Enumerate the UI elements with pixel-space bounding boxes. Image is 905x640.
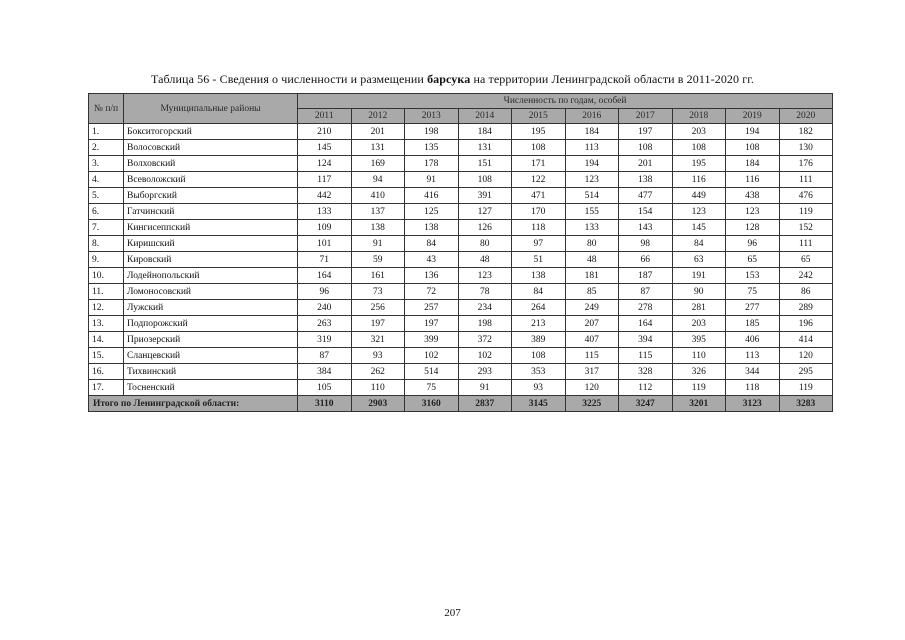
row-value: 169 — [351, 156, 405, 172]
row-value: 119 — [672, 380, 726, 396]
row-index: 17. — [89, 380, 124, 396]
header-year: 2017 — [619, 109, 673, 124]
row-value: 108 — [512, 348, 566, 364]
table-row — [89, 204, 833, 220]
row-value: 48 — [565, 252, 619, 268]
row-value: 84 — [405, 236, 459, 252]
header-index: № п/п — [89, 94, 124, 124]
row-value: 133 — [565, 220, 619, 236]
row-value: 152 — [779, 220, 833, 236]
row-value: 395 — [672, 332, 726, 348]
row-value: 171 — [512, 156, 566, 172]
row-value: 119 — [779, 204, 833, 220]
row-value: 110 — [672, 348, 726, 364]
row-value: 93 — [351, 348, 405, 364]
row-value: 240 — [298, 300, 352, 316]
row-value: 514 — [405, 364, 459, 380]
row-value: 278 — [619, 300, 673, 316]
row-district-name: Приозерский — [124, 332, 298, 348]
row-value: 514 — [565, 188, 619, 204]
row-value: 116 — [726, 172, 780, 188]
row-value: 242 — [779, 268, 833, 284]
row-value: 197 — [351, 316, 405, 332]
row-value: 151 — [458, 156, 512, 172]
row-value: 178 — [405, 156, 459, 172]
row-value: 399 — [405, 332, 459, 348]
row-value: 195 — [512, 124, 566, 140]
row-index: 1. — [89, 124, 124, 140]
row-value: 196 — [779, 316, 833, 332]
row-value: 123 — [726, 204, 780, 220]
row-value: 84 — [672, 236, 726, 252]
row-value: 344 — [726, 364, 780, 380]
row-value: 120 — [565, 380, 619, 396]
row-value: 263 — [298, 316, 352, 332]
row-index: 8. — [89, 236, 124, 252]
row-value: 262 — [351, 364, 405, 380]
header-year: 2011 — [298, 109, 352, 124]
row-value: 113 — [726, 348, 780, 364]
row-value: 181 — [565, 268, 619, 284]
table-row — [89, 220, 833, 236]
row-value: 353 — [512, 364, 566, 380]
row-value: 127 — [458, 204, 512, 220]
total-value: 3225 — [565, 396, 619, 412]
header-year: 2013 — [405, 109, 459, 124]
row-value: 184 — [726, 156, 780, 172]
row-district-name: Тихвинский — [124, 364, 298, 380]
row-value: 389 — [512, 332, 566, 348]
row-value: 93 — [512, 380, 566, 396]
header-year: 2020 — [779, 109, 833, 124]
row-value: 130 — [779, 140, 833, 156]
row-value: 372 — [458, 332, 512, 348]
row-value: 123 — [565, 172, 619, 188]
row-index: 14. — [89, 332, 124, 348]
row-value: 87 — [619, 284, 673, 300]
table-row — [89, 124, 833, 140]
row-index: 4. — [89, 172, 124, 188]
row-value: 86 — [779, 284, 833, 300]
header-year: 2018 — [672, 109, 726, 124]
row-district-name: Ломоносовский — [124, 284, 298, 300]
row-value: 442 — [298, 188, 352, 204]
row-value: 257 — [405, 300, 459, 316]
row-value: 194 — [565, 156, 619, 172]
table-row — [89, 364, 833, 380]
row-value: 119 — [779, 380, 833, 396]
row-value: 414 — [779, 332, 833, 348]
table-caption — [0, 72, 905, 87]
row-value: 108 — [726, 140, 780, 156]
table-row — [89, 316, 833, 332]
row-value: 117 — [298, 172, 352, 188]
row-value: 138 — [619, 172, 673, 188]
row-value: 101 — [298, 236, 352, 252]
row-value: 164 — [298, 268, 352, 284]
table-row — [89, 332, 833, 348]
row-value: 102 — [405, 348, 459, 364]
table-row — [89, 252, 833, 268]
row-value: 91 — [458, 380, 512, 396]
header-year: 2012 — [351, 109, 405, 124]
row-value: 131 — [458, 140, 512, 156]
row-index: 13. — [89, 316, 124, 332]
total-row — [89, 396, 833, 412]
row-value: 75 — [726, 284, 780, 300]
row-value: 90 — [672, 284, 726, 300]
row-value: 185 — [726, 316, 780, 332]
row-value: 105 — [298, 380, 352, 396]
row-value: 198 — [405, 124, 459, 140]
row-district-name: Тосненский — [124, 380, 298, 396]
table-row — [89, 172, 833, 188]
row-value: 96 — [726, 236, 780, 252]
row-value: 449 — [672, 188, 726, 204]
row-value: 326 — [672, 364, 726, 380]
row-value: 213 — [512, 316, 566, 332]
row-value: 118 — [512, 220, 566, 236]
row-value: 75 — [405, 380, 459, 396]
row-value: 203 — [672, 316, 726, 332]
row-index: 16. — [89, 364, 124, 380]
row-value: 97 — [512, 236, 566, 252]
row-value: 111 — [779, 172, 833, 188]
row-value: 161 — [351, 268, 405, 284]
row-value: 80 — [565, 236, 619, 252]
row-value: 91 — [405, 172, 459, 188]
row-value: 264 — [512, 300, 566, 316]
row-value: 63 — [672, 252, 726, 268]
row-value: 115 — [619, 348, 673, 364]
row-value: 124 — [298, 156, 352, 172]
row-value: 198 — [458, 316, 512, 332]
table-row — [89, 140, 833, 156]
row-value: 72 — [405, 284, 459, 300]
row-value: 78 — [458, 284, 512, 300]
row-value: 321 — [351, 332, 405, 348]
row-value: 256 — [351, 300, 405, 316]
caption-prefix: Таблица 56 - Сведения о численности и размещении — [150, 72, 428, 86]
header-year: 2014 — [458, 109, 512, 124]
row-index: 5. — [89, 188, 124, 204]
row-value: 108 — [458, 172, 512, 188]
row-index: 6. — [89, 204, 124, 220]
row-value: 66 — [619, 252, 673, 268]
row-district-name: Волосовский — [124, 140, 298, 156]
table-row — [89, 236, 833, 252]
row-value: 138 — [405, 220, 459, 236]
row-value: 201 — [619, 156, 673, 172]
row-value: 110 — [351, 380, 405, 396]
table-row — [89, 156, 833, 172]
row-value: 102 — [458, 348, 512, 364]
row-value: 94 — [351, 172, 405, 188]
row-district-name: Бокситогорский — [124, 124, 298, 140]
row-value: 133 — [298, 204, 352, 220]
row-value: 108 — [512, 140, 566, 156]
row-value: 126 — [458, 220, 512, 236]
row-value: 116 — [672, 172, 726, 188]
row-value: 123 — [458, 268, 512, 284]
row-value: 125 — [405, 204, 459, 220]
row-value: 65 — [726, 252, 780, 268]
row-value: 249 — [565, 300, 619, 316]
row-value: 234 — [458, 300, 512, 316]
row-district-name: Киришский — [124, 236, 298, 252]
badger-population-table — [88, 93, 833, 412]
row-value: 91 — [351, 236, 405, 252]
row-value: 197 — [405, 316, 459, 332]
row-index: 3. — [89, 156, 124, 172]
row-value: 153 — [726, 268, 780, 284]
row-value: 281 — [672, 300, 726, 316]
row-district-name: Сланцевский — [124, 348, 298, 364]
row-value: 111 — [779, 236, 833, 252]
row-value: 319 — [298, 332, 352, 348]
row-value: 194 — [726, 124, 780, 140]
row-index: 9. — [89, 252, 124, 268]
total-value: 3123 — [726, 396, 780, 412]
total-value: 3247 — [619, 396, 673, 412]
row-value: 135 — [405, 140, 459, 156]
total-value: 2903 — [351, 396, 405, 412]
row-value: 138 — [351, 220, 405, 236]
table-body — [89, 124, 833, 412]
row-value: 80 — [458, 236, 512, 252]
row-value: 394 — [619, 332, 673, 348]
row-value: 407 — [565, 332, 619, 348]
row-value: 201 — [351, 124, 405, 140]
row-value: 164 — [619, 316, 673, 332]
row-value: 391 — [458, 188, 512, 204]
row-value: 109 — [298, 220, 352, 236]
row-index: 7. — [89, 220, 124, 236]
row-value: 207 — [565, 316, 619, 332]
row-value: 131 — [351, 140, 405, 156]
page-number: 207 — [444, 607, 461, 619]
header-district: Муниципальные районы — [124, 94, 298, 124]
row-district-name: Кингисеппский — [124, 220, 298, 236]
row-value: 476 — [779, 188, 833, 204]
row-value: 471 — [512, 188, 566, 204]
row-value: 123 — [672, 204, 726, 220]
row-value: 65 — [779, 252, 833, 268]
row-value: 84 — [512, 284, 566, 300]
header-year: 2016 — [565, 109, 619, 124]
row-value: 118 — [726, 380, 780, 396]
row-district-name: Гатчинский — [124, 204, 298, 220]
row-value: 136 — [405, 268, 459, 284]
table-row — [89, 300, 833, 316]
caption-suffix: на территории Ленинградской области в 2011-2020 гг. — [470, 72, 755, 86]
total-value: 3145 — [512, 396, 566, 412]
row-district-name: Выборгский — [124, 188, 298, 204]
row-value: 108 — [619, 140, 673, 156]
row-value: 384 — [298, 364, 352, 380]
row-value: 176 — [779, 156, 833, 172]
table-row — [89, 268, 833, 284]
row-district-name: Волховский — [124, 156, 298, 172]
header-group: Численность по годам, особей — [298, 94, 833, 109]
caption-emphasis: барсука — [427, 72, 471, 86]
row-value: 71 — [298, 252, 352, 268]
row-value: 170 — [512, 204, 566, 220]
row-value: 210 — [298, 124, 352, 140]
row-value: 112 — [619, 380, 673, 396]
row-district-name: Подпорожский — [124, 316, 298, 332]
row-value: 87 — [298, 348, 352, 364]
row-value: 48 — [458, 252, 512, 268]
table-row — [89, 348, 833, 364]
row-value: 195 — [672, 156, 726, 172]
row-value: 120 — [779, 348, 833, 364]
row-value: 122 — [512, 172, 566, 188]
total-value: 3160 — [405, 396, 459, 412]
row-district-name: Кировский — [124, 252, 298, 268]
row-value: 137 — [351, 204, 405, 220]
row-value: 438 — [726, 188, 780, 204]
row-value: 96 — [298, 284, 352, 300]
total-value: 3201 — [672, 396, 726, 412]
total-label: Итого по Ленинградской области: — [89, 396, 298, 412]
row-value: 191 — [672, 268, 726, 284]
row-value: 477 — [619, 188, 673, 204]
row-district-name: Лужский — [124, 300, 298, 316]
row-value: 155 — [565, 204, 619, 220]
row-value: 154 — [619, 204, 673, 220]
row-index: 2. — [89, 140, 124, 156]
header-year: 2019 — [726, 109, 780, 124]
row-value: 406 — [726, 332, 780, 348]
row-index: 10. — [89, 268, 124, 284]
row-index: 11. — [89, 284, 124, 300]
row-index: 15. — [89, 348, 124, 364]
row-district-name: Всеволожский — [124, 172, 298, 188]
row-value: 182 — [779, 124, 833, 140]
row-value: 113 — [565, 140, 619, 156]
row-value: 184 — [458, 124, 512, 140]
row-value: 145 — [672, 220, 726, 236]
row-value: 293 — [458, 364, 512, 380]
table-row — [89, 380, 833, 396]
row-index: 12. — [89, 300, 124, 316]
row-value: 289 — [779, 300, 833, 316]
row-value: 197 — [619, 124, 673, 140]
row-value: 328 — [619, 364, 673, 380]
table-row — [89, 284, 833, 300]
total-value: 3110 — [298, 396, 352, 412]
row-value: 85 — [565, 284, 619, 300]
row-value: 416 — [405, 188, 459, 204]
table-row — [89, 188, 833, 204]
row-value: 43 — [405, 252, 459, 268]
row-value: 410 — [351, 188, 405, 204]
row-value: 115 — [565, 348, 619, 364]
row-value: 108 — [672, 140, 726, 156]
header-year: 2015 — [512, 109, 566, 124]
row-district-name: Лодейнопольский — [124, 268, 298, 284]
row-value: 203 — [672, 124, 726, 140]
row-value: 73 — [351, 284, 405, 300]
row-value: 138 — [512, 268, 566, 284]
total-value: 3283 — [779, 396, 833, 412]
row-value: 277 — [726, 300, 780, 316]
row-value: 128 — [726, 220, 780, 236]
total-value: 2837 — [458, 396, 512, 412]
row-value: 143 — [619, 220, 673, 236]
row-value: 98 — [619, 236, 673, 252]
row-value: 187 — [619, 268, 673, 284]
row-value: 59 — [351, 252, 405, 268]
row-value: 317 — [565, 364, 619, 380]
row-value: 51 — [512, 252, 566, 268]
row-value: 184 — [565, 124, 619, 140]
row-value: 145 — [298, 140, 352, 156]
row-value: 295 — [779, 364, 833, 380]
